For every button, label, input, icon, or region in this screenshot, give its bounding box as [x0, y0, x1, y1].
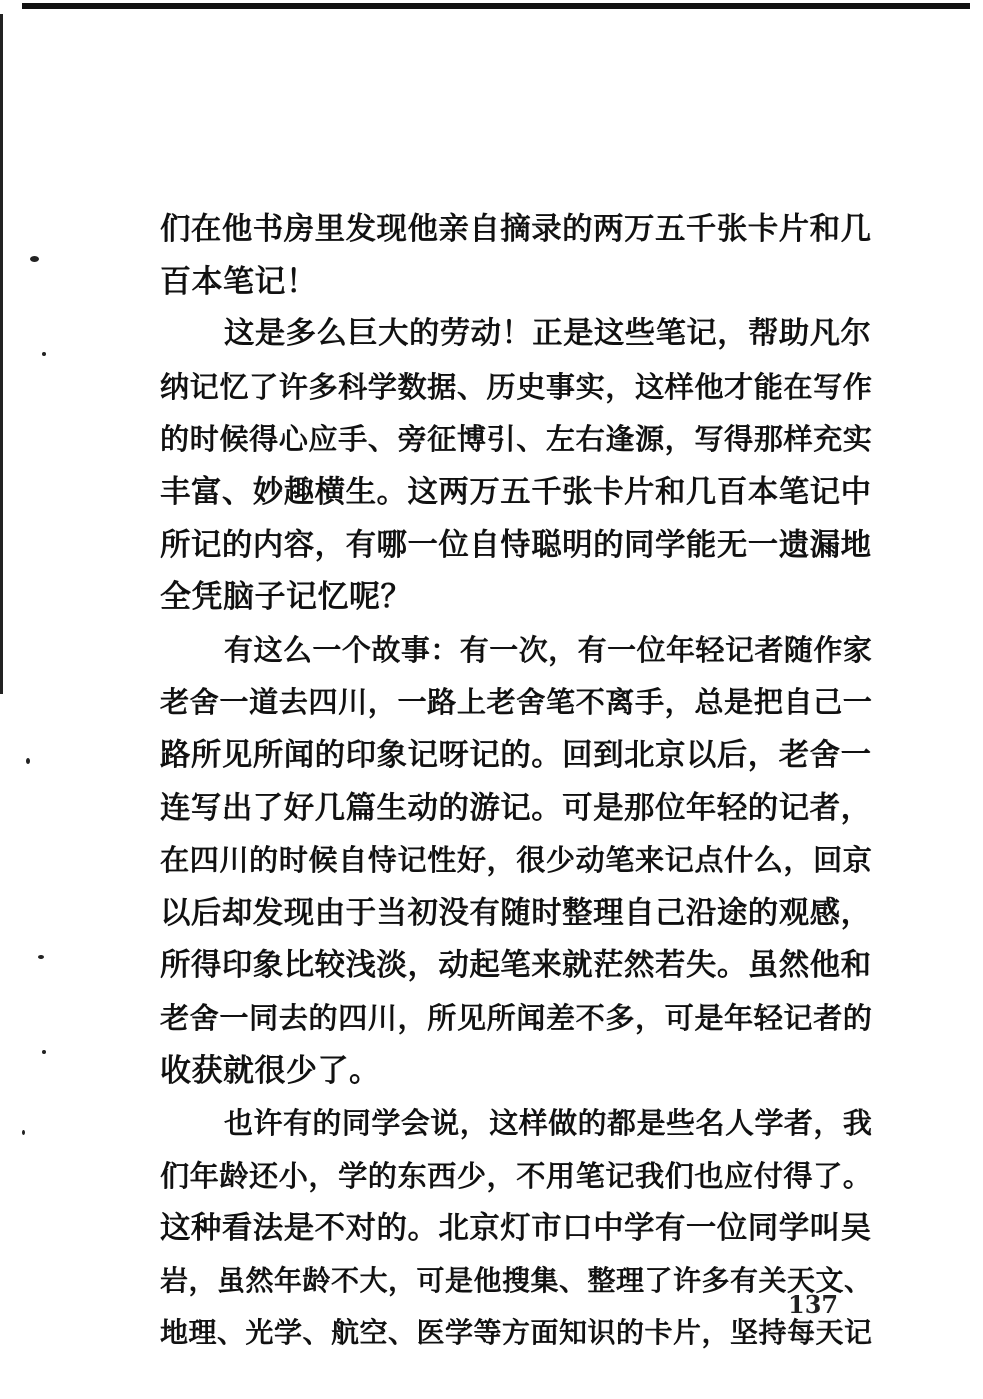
page-number: 137 — [788, 1290, 839, 1319]
text-line: 老舍一道去四川，一路上老舍笔不离手，总是把自己一 — [160, 685, 873, 720]
text-line: 连写出了好几篇生动的游记。可是那位年轻的记者， — [160, 789, 872, 826]
scan-speck — [22, 1130, 25, 1135]
top-border-rule — [22, 3, 970, 9]
text-line: 全凭脑子记忆呢？ — [160, 579, 412, 616]
text-line: 有这么一个故事：有一次，有一位年轻记者随作家 — [224, 632, 873, 667]
text-line: 老舍一同去的四川，所见所闻差不多，可是年轻记者的 — [160, 1000, 873, 1035]
scan-speck — [42, 1050, 46, 1054]
text-line: 地理、光学、航空、医学等方面知识的卡片，坚持每天记 — [160, 1316, 873, 1350]
text-line: 百本笔记！ — [160, 263, 318, 300]
text-line: 收获就很少了。 — [160, 1052, 381, 1089]
text-line: 丰富、妙趣横生。这两万五千张卡片和几百本笔记中 — [160, 473, 872, 510]
text-line: 这种看法是不对的。北京灯市口中学有一位同学叫吴 — [160, 1210, 872, 1247]
scan-left-edge — [0, 14, 3, 694]
text-line: 以后却发现由于当初没有随时整理自己沿途的观感， — [160, 894, 872, 931]
text-line: 也许有的同学会说，这样做的都是些名人学者，我 — [224, 1106, 873, 1141]
scan-speck — [42, 352, 46, 356]
text-line: 们年龄还小，学的东西少，不用笔记我们也应付得了。 — [160, 1158, 873, 1193]
text-line: 路所见所闻的印象记呀记的。回到北京以后，老舍一 — [160, 736, 872, 773]
scan-speck — [26, 758, 30, 764]
text-line: 所得印象比较浅淡，动起笔来就茫然若失。虽然他和 — [160, 947, 872, 984]
scan-speck — [30, 256, 39, 262]
text-line: 纳记忆了许多科学数据、历史事实，这样他才能在写作 — [160, 369, 873, 404]
body-text — [160, 203, 872, 1360]
text-line: 这是多么巨大的劳动！正是这些笔记，帮助凡尔 — [224, 316, 872, 352]
scan-speck — [38, 955, 44, 959]
text-line: 所记的内容，有哪一位自恃聪明的同学能无一遗漏地 — [160, 526, 872, 563]
text-line: 岩，虽然年龄不大，可是他搜集、整理了许多有关天文、 — [160, 1263, 873, 1297]
text-line: 的时候得心应手、旁征博引、左右逢源，写得那样充实 — [160, 422, 873, 457]
text-line: 在四川的时候自恃记性好，很少动笔来记点什么，回京 — [160, 843, 873, 878]
text-line: 们在他书房里发现他亲自摘录的两万五千张卡片和几 — [160, 211, 872, 247]
